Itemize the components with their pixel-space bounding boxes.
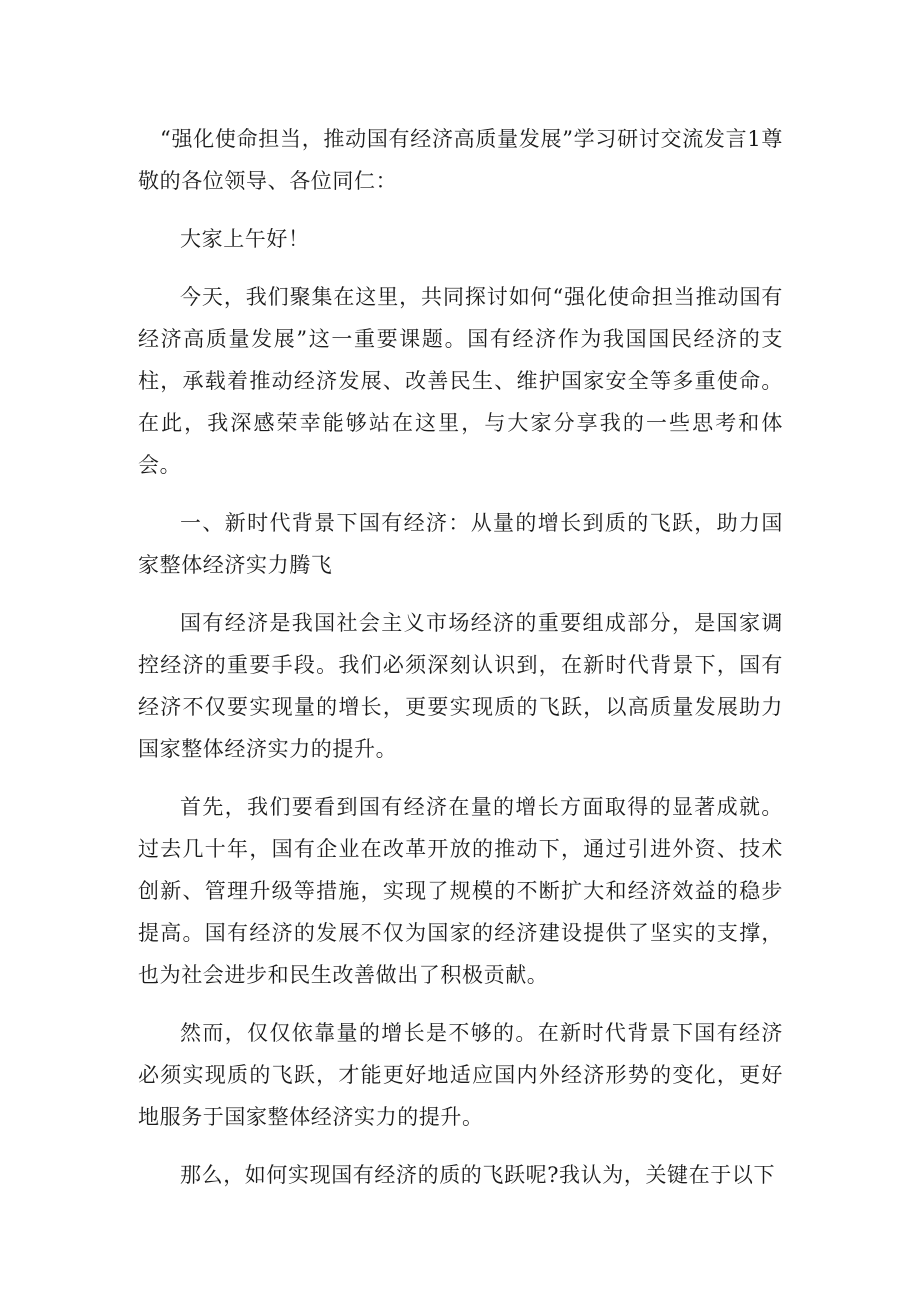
title-paragraph: “强化使命担当，推动国有经济高质量发展”学习研讨交流发言1尊敬的各位领导、各位同仁： bbox=[138, 127, 783, 193]
body-paragraph: 国有经济是我国社会主义市场经济的重要组成部分，是国家调控经济的重要手段。我们必须深刻认识到，在新时代背景下，国有经济不仅要实现量的增长，更要实现质的飞跃，以高质量发展助力国家整体经济实力的提升。 bbox=[138, 611, 783, 761]
document-body bbox=[138, 118, 783, 1212]
greeting-paragraph: 大家上午好！ bbox=[180, 227, 310, 251]
body-paragraph: 然而，仅仅依靠量的增长是不够的。在新时代背景下国有经济必须实现质的飞跃，才能更好地适应国内外经济形势的变化，更好地服务于国家整体经济实力的提升。 bbox=[138, 1021, 783, 1129]
body-paragraph: 那么，如何实现国有经济的质的飞跃呢?我认为，关键在于以下 bbox=[180, 1163, 776, 1187]
intro-paragraph: 今天，我们聚集在这里，共同探讨如何“强化使命担当推动国有经济高质量发展”这一重要课题。国有经济作为我国国民经济的支柱，承载着推动经济发展、改善民生、维护国家安全等多重使命。在此，我深感荣幸能够站在这里，与大家分享我的一些思考和体会。 bbox=[138, 285, 783, 477]
body-paragraph: 首先，我们要看到国有经济在量的增长方面取得的显著成就。过去几十年，国有企业在改革开放的推动下，通过引进外资、技术创新、管理升级等措施，实现了规模的不断扩大和经济效益的稳步提高。国有经济的发展不仅为国家的经济建设提供了坚实的支撑，也为社会进步和民生改善做出了积极贡献。 bbox=[138, 795, 783, 987]
section-heading: 一、新时代背景下国有经济：从量的增长到质的飞跃，助力国家整体经济实力腾飞 bbox=[138, 511, 783, 577]
